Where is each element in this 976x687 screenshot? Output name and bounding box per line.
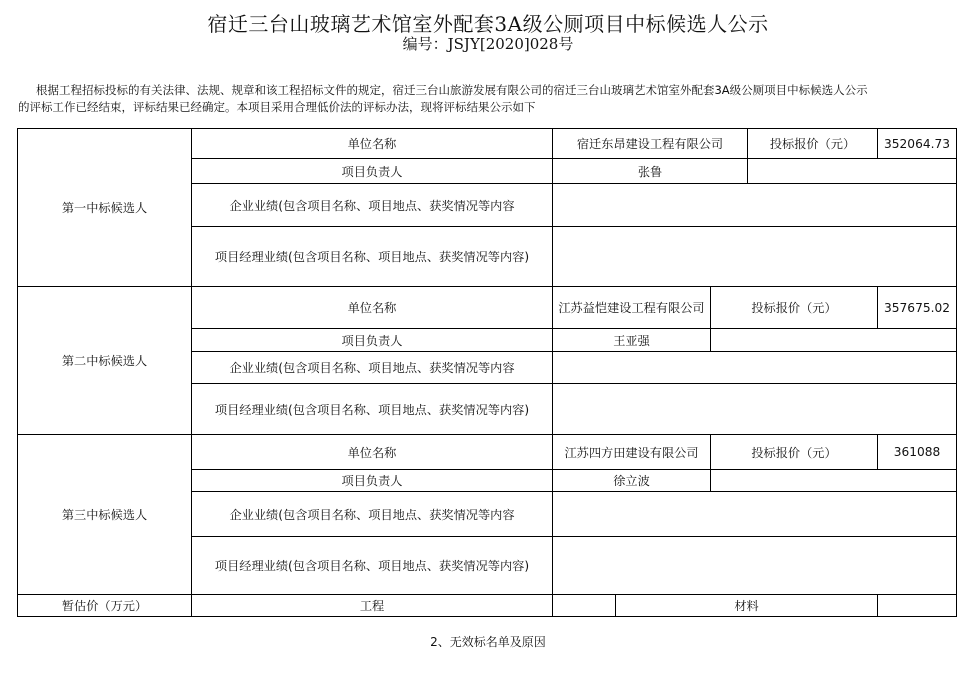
invalid-bids-heading: 2、无效标名单及原因 xyxy=(430,635,546,649)
engineering-label: 工程 xyxy=(192,595,553,617)
candidate-2-company-row xyxy=(18,287,957,329)
candidate-1-price: 352064.73 xyxy=(878,129,957,159)
manager-performance-label: 项目经理业绩(包含项目名称、项目地点、获奖情况等内容) xyxy=(192,537,553,595)
empty-cell xyxy=(553,492,957,537)
candidate-1-manager: 张鲁 xyxy=(553,159,748,184)
candidate-3-company: 江苏四方田建设有限公司 xyxy=(553,435,711,470)
bid-price-label: 投标报价（元） xyxy=(748,129,878,159)
intro-line-2: 的评标工作已经结束，评标结果已经确定。本项目采用合理低价法的评标办法，现将评标结果公示如下 xyxy=(18,100,536,114)
empty-cell xyxy=(711,329,957,352)
estimate-label: 暂估价（万元） xyxy=(18,595,192,617)
candidate-2-company: 江苏益恺建设工程有限公司 xyxy=(553,287,711,329)
estimate-row xyxy=(18,595,957,617)
company-performance-label: 企业业绩(包含项目名称、项目地点、获奖情况等内容 xyxy=(192,352,553,384)
empty-cell xyxy=(553,352,957,384)
manager-performance-label: 项目经理业绩(包含项目名称、项目地点、获奖情况等内容) xyxy=(192,227,553,287)
company-performance-label: 企业业绩(包含项目名称、项目地点、获奖情况等内容 xyxy=(192,184,553,227)
empty-cell xyxy=(553,184,957,227)
manager-performance-label: 项目经理业绩(包含项目名称、项目地点、获奖情况等内容) xyxy=(192,384,553,435)
candidate-2-rank: 第二中标候选人 xyxy=(18,287,192,435)
intro-paragraph xyxy=(18,82,956,116)
candidate-3-company-row xyxy=(18,435,957,470)
candidate-2-manager: 王亚强 xyxy=(553,329,711,352)
company-performance-label: 企业业绩(包含项目名称、项目地点、获奖情况等内容 xyxy=(192,492,553,537)
empty-cell xyxy=(711,470,957,492)
empty-cell xyxy=(878,595,957,617)
unit-name-label: 单位名称 xyxy=(192,129,553,159)
empty-cell xyxy=(748,159,957,184)
page-title: 宿迁三台山玻璃艺术馆室外配套3A级公厕项目中标候选人公示 xyxy=(207,12,769,36)
empty-cell xyxy=(553,537,957,595)
empty-cell xyxy=(553,384,957,435)
empty-cell xyxy=(553,227,957,287)
materials-label: 材料 xyxy=(616,595,878,617)
bid-price-label: 投标报价（元） xyxy=(711,287,878,329)
document-number: 编号：JSJY[2020]028号 xyxy=(402,35,574,53)
candidate-1-rank: 第一中标候选人 xyxy=(18,129,192,287)
manager-label: 项目负责人 xyxy=(192,159,553,184)
bid-price-label: 投标报价（元） xyxy=(711,435,878,470)
empty-cell xyxy=(553,595,616,617)
candidate-1-company-row xyxy=(18,129,957,159)
candidates-table xyxy=(17,128,957,617)
candidate-1-company: 宿迁东昂建设工程有限公司 xyxy=(553,129,748,159)
candidate-3-rank: 第三中标候选人 xyxy=(18,435,192,595)
manager-label: 项目负责人 xyxy=(192,470,553,492)
intro-line-1: 根据工程招标投标的有关法律、法规、规章和该工程招标文件的规定，宿迁三台山旅游发展有限公司的宿迁三台山玻璃艺术馆室外配套3A级公厕项目中标候选人公示 xyxy=(36,83,868,97)
unit-name-label: 单位名称 xyxy=(192,287,553,329)
manager-label: 项目负责人 xyxy=(192,329,553,352)
unit-name-label: 单位名称 xyxy=(192,435,553,470)
candidate-3-price: 361088 xyxy=(878,435,957,470)
candidate-2-price: 357675.02 xyxy=(878,287,957,329)
candidate-3-manager: 徐立波 xyxy=(553,470,711,492)
